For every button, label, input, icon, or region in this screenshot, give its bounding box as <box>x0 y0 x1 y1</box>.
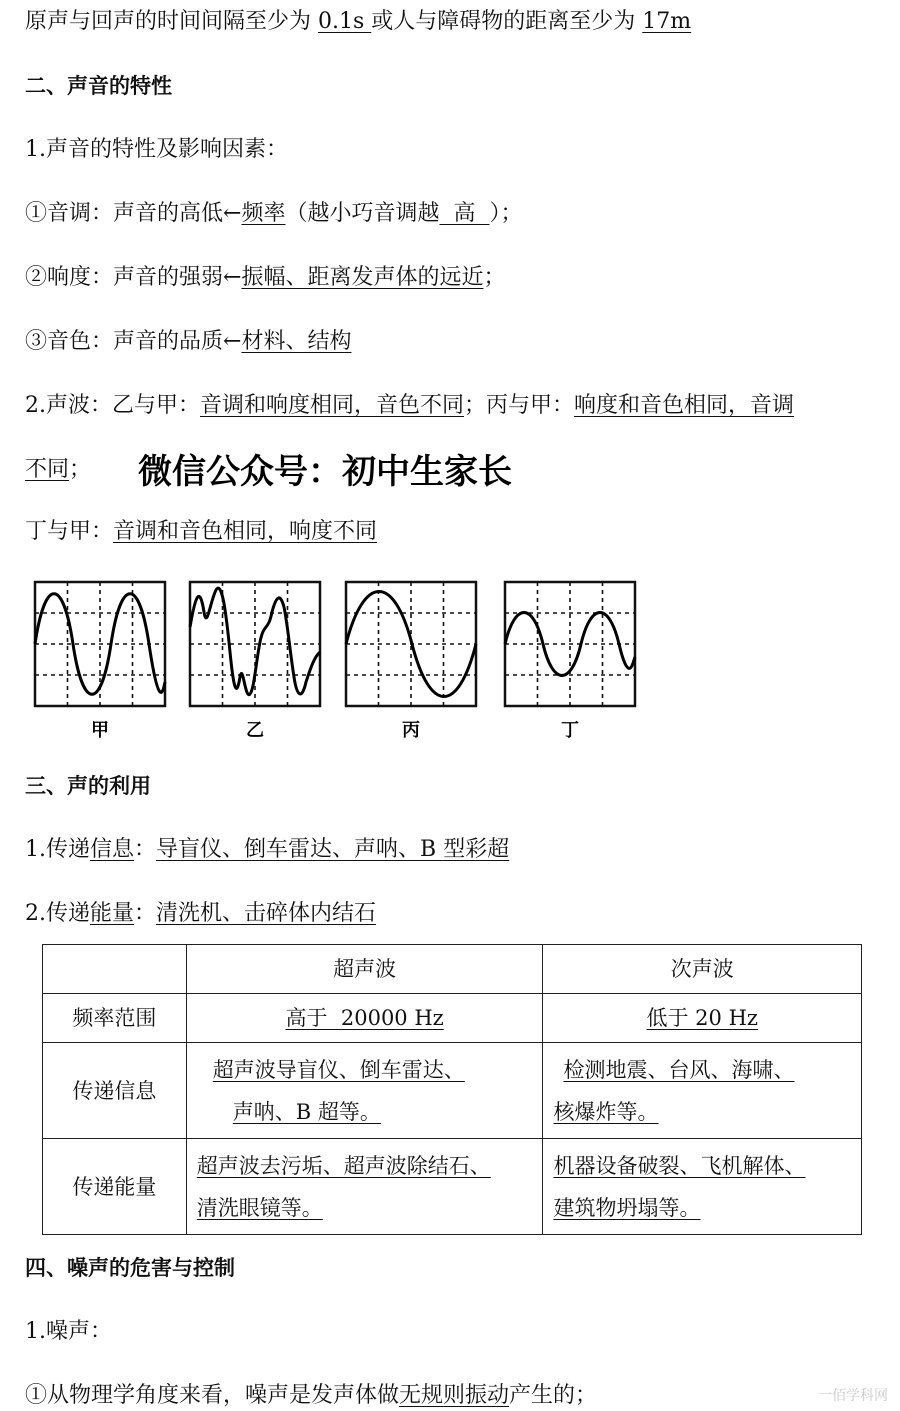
answer: 检测地震、台风、海啸、 <box>563 1057 795 1082</box>
answer: 机器设备破裂、飞机解体、 <box>553 1153 806 1178</box>
text: ①从物理学角度来看，噪声是发声体做 <box>25 1383 400 1408</box>
answer: 音调和音色相同，响度不同 <box>113 519 378 544</box>
wave-ding <box>505 582 635 706</box>
text: 或人与障碍物的距离至少为 <box>371 9 643 34</box>
row-label: 频率范围 <box>43 994 187 1043</box>
text: ； <box>483 265 506 290</box>
answer: 不同 <box>25 457 70 482</box>
table-row <box>43 994 862 1043</box>
table-header-cell <box>43 945 187 994</box>
answer: 振幅、距离发声体的远近 <box>241 265 484 290</box>
text: ）； <box>489 201 523 226</box>
table-cell <box>186 994 543 1043</box>
answer: 低于 20 Hz <box>646 1006 758 1030</box>
row-label: 传递信息 <box>43 1043 187 1139</box>
answer: 清洗眼镜等。 <box>196 1195 323 1220</box>
loudness-line <box>25 263 505 293</box>
text: ；丙与甲： <box>464 393 575 418</box>
answer: 能量 <box>90 901 135 926</box>
wave-label: 丁 <box>561 720 579 741</box>
table-cell <box>543 994 862 1043</box>
answer: 17m <box>642 9 692 34</box>
text: ③音色：声音的品质← <box>25 329 242 354</box>
text: 2.声波：乙与甲： <box>25 393 200 418</box>
text: 丁与甲： <box>25 519 114 544</box>
answer: 0.1s <box>318 9 372 34</box>
text: ①音调：声音的高低← <box>25 201 242 226</box>
answer: 核爆炸等。 <box>553 1099 659 1124</box>
wave-label: 丙 <box>402 720 420 741</box>
answer: 信息 <box>90 837 135 862</box>
wave-bing <box>346 582 476 706</box>
text: 原声与回声的时间间隔至少为 <box>25 9 318 34</box>
table-cell <box>543 1043 862 1139</box>
answer: 声呐、B 超等。 <box>232 1099 381 1124</box>
answer: 超声波导盲仪、倒车雷达、 <box>212 1057 465 1082</box>
answer: 清洗机、击碎体内结石 <box>156 901 377 926</box>
ding-line <box>25 517 377 547</box>
answer: 频率 <box>241 201 286 226</box>
text: ②响度：声音的强弱← <box>25 265 242 290</box>
ultrasound-infrasound-table <box>42 944 862 1235</box>
table-cell <box>186 1043 543 1139</box>
text: （越小巧音调越 <box>285 201 440 226</box>
table-row <box>43 1139 862 1235</box>
text: ： <box>134 901 157 926</box>
wave-label: 乙 <box>246 720 264 741</box>
wave-yi <box>190 582 320 706</box>
wave-label: 甲 <box>91 720 109 741</box>
answer: 材料、结构 <box>241 329 352 354</box>
table-row <box>43 1043 862 1139</box>
paragraph: 1.噪声： <box>25 1319 112 1344</box>
answer: 高 <box>439 201 490 226</box>
row-label: 传递能量 <box>43 1139 187 1235</box>
timbre-line <box>25 327 351 357</box>
table-header-row <box>43 945 862 994</box>
waveform-figure <box>30 578 650 743</box>
waves-comparison-line-2 <box>25 455 91 485</box>
wave-jia <box>35 582 165 706</box>
answer: 无规则振动 <box>399 1383 510 1408</box>
answer: 导盲仪、倒车雷达、声呐、B 型彩超 <box>156 837 510 862</box>
echo-line <box>25 7 691 37</box>
use-energy-line <box>25 899 376 929</box>
watermark-text: 微信公众号：初中生家长 <box>138 452 512 492</box>
table-cell <box>186 1139 543 1235</box>
use-info-line <box>25 835 509 865</box>
answer: 响度和音色相同，音调 <box>574 393 795 418</box>
table-cell <box>543 1139 862 1235</box>
section-heading-3: 三、声的利用 <box>25 774 151 798</box>
section-heading-2: 二、声音的特性 <box>25 74 172 98</box>
text: ； <box>69 457 92 482</box>
answer: 超声波去污垢、超声波除结石、 <box>196 1153 491 1178</box>
waves-comparison-line <box>25 391 794 421</box>
text: 产生的； <box>509 1383 598 1408</box>
paragraph: 1.声音的特性及影响因素： <box>25 137 288 162</box>
text: 1.传递 <box>25 837 90 862</box>
answer: 建筑物坍塌等。 <box>553 1195 701 1220</box>
table-header-cell: 次声波 <box>543 945 862 994</box>
pitch-line <box>25 199 522 229</box>
text: ： <box>134 837 157 862</box>
answer: 高于 20000 Hz <box>285 1006 444 1030</box>
table-header-cell: 超声波 <box>186 945 543 994</box>
text: 2.传递 <box>25 901 90 926</box>
section-heading-4: 四、噪声的危害与控制 <box>25 1256 235 1280</box>
corner-watermark: 一佰学科网 <box>818 1388 888 1404</box>
answer: 音调和响度相同，音色不同 <box>200 393 465 418</box>
noise-definition-line <box>25 1381 597 1411</box>
